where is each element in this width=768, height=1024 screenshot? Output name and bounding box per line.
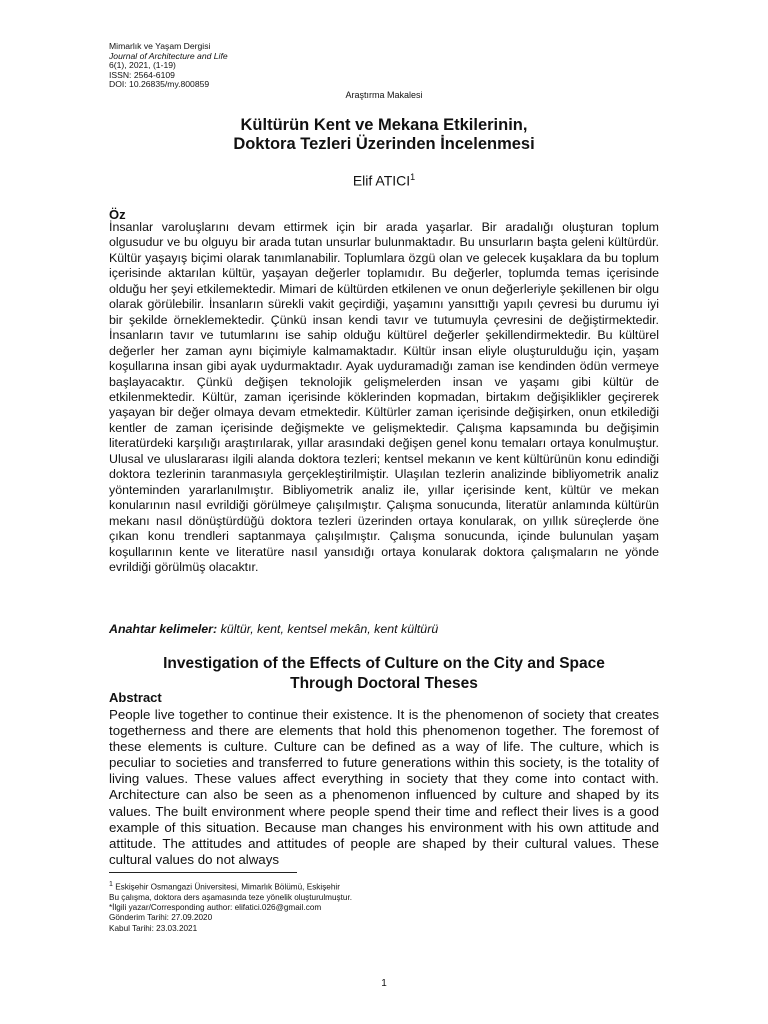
footnote-affiliation: Eskişehir Osmangazi Üniversitesi, Mimarlık Bölümü, Eskişehir (115, 882, 340, 892)
title-tr (0, 116, 768, 154)
footnote-divider (109, 872, 297, 873)
keywords (109, 622, 438, 636)
abstract-tr-heading: Öz (109, 207, 126, 222)
title-en (0, 654, 768, 693)
corresponding-author: *İlgili yazar/Corresponding author: elifatici.026@gmail.com (109, 903, 322, 913)
title-en-line2: Through Doctoral Theses (290, 674, 478, 692)
keywords-text: kültür, kent, kentsel mekân, kent kültürü (220, 622, 439, 636)
title-en-line1: Investigation of the Effects of Culture on the City and Space (163, 655, 605, 672)
journal-header (109, 42, 228, 90)
volume-info: 6(1), 2021, (1-19) (109, 60, 176, 71)
abstract-tr-text: İnsanlar varoluşlarını devam ettirmek için bir arada yaşarlar. Bir aradalığı oluşturan toplum olgusudur ve bu olguyu bir arada tutan unsurlar bulunmaktadır. Bu unsurların başta geleni kültürdür. Kültür yaşayış biçimi olarak tanımlanabilir. Toplumlara özgü olan ve gelecek kuşaklara da bu toplum içerisinde aktarılan kültür, yaşayan değerler toplamıdır. Bu değerler, toplumda temas içerisinde olduğu her şeyi etkilemektedir. Mimari de kültürden etkilenen ve onun değerleriyle şekillenen bir olgu olarak görülebilir. İnsanların sürekli vakit geçirdiği, yaşamını yansıttığı yapılı çevresi bu durumu iyi bir şekilde örneklemektedir. Çünkü insan kendi tavır ve tutumuyla çevresini de değiştirmektedir. İnsanların tavır ve tutumlarını ise sahip olduğu kültürel değerler şekillendirmektedir. Bu kültürel değerler her zaman aynı biçimiyle kalmamaktadır. Kültür insan eliyle oluşturulduğu için, yaşam koşullarına insan gibi ayak uydurmaktadır. Ayak uyduramadığı zaman ise kendinden ödün vermeye başlayacaktır. Çünkü değişen teknolojik gelişmelerden insan ve yaşamı gibi kültür de etkilenmektedir. Kültür, zaman içerisinde köklerinden kopmadan, birtakım değişiklikler geçirerek yaşayan bir değer olmaya devam etmektedir. Kültürler zaman içerisinde değişirken, onun etkilediği kentler de zaman içerisinde değişmekte ve gelişmektedir. Çalışma kapsamında bu değişimin literatürdeki karşılığı araştırılarak, yıllar arasındaki değişen genel konu temaları ortaya konulmuştur. Ulusal ve uluslararası ilgili alanda doktora tezleri; kentsel mekanın ve kent kültürünün konu edindiği doktora tezlerinin taranmasıyla gerçekleştirilmiştir. Ulaşılan tezlerin analizinde bibliyometrik analiz yönteminden yararlanılmıştır. Bibliyometrik analiz ile, yıllar içerisinde kent, kültür ve mekan konularının nasıl evrildiği görülmeye çalışılmıştır. Çalışma sonucunda, literatür anlamında kültürün mekanı nasıl dönüştürdüğü doktora tezleri üzerinden ortaya konularak, on yıllık süreçlerde öne çıkan konu trendleri saptanmaya çalışılmıştır. Çalışma sonucunda, içinde bulunulan yaşam koşullarının kente ve literatüre nasıl yansıdığı ortaya konularak doktora çalışmaların ne yönde evrildiği görülmüş olacaktır. (109, 220, 659, 574)
page-number: 1 (381, 978, 387, 989)
keywords-label: Anahtar kelimeler: (109, 622, 218, 636)
author-footnote-mark: 1 (410, 172, 416, 182)
footnotes (109, 880, 352, 934)
abstract-en-text: People live together to continue their existence. It is the phenomenon of society that creates togetherness and there are elements that hold this phenomenon together. The foremost of these elements is culture. Culture can be defined as a way of life. The culture, which is peculiar to societies and transferred to future generations within this society, is the totality of living values. These values affect everything in society that they come into contact with. Architecture can also be seen as a phenomenon influenced by culture and shaped by its values. The built environment where people spend their time and reflect their lives is a good example of this situation. Because man changes his environment with his own attitude and attitude. The attitudes and attitudes of people are shaped by their cultural values. These cultural values do not always (109, 707, 659, 867)
abstract-en-heading: Abstract (109, 690, 162, 705)
issn: ISSN: 2564-6109 (109, 69, 175, 80)
journal-name-en: Journal of Architecture and Life (109, 50, 228, 61)
journal-name-tr: Mimarlık ve Yaşam Dergisi (109, 41, 211, 51)
author-name: Elif ATICI (352, 172, 411, 189)
doi: DOI: 10.26835/my.800859 (109, 79, 210, 90)
footnote-mark: 1 (109, 881, 113, 888)
title-tr-line2: Doktora Tezleri Üzerinden İncelenmesi (233, 135, 535, 153)
accepted-date: Kabul Tarihi: 23.03.2021 (109, 923, 198, 933)
article-type: Araştırma Makalesi (345, 90, 423, 100)
footnote-note: Bu çalışma, doktora ders aşamasında teze yönelik oluşturulmuştur. (109, 892, 353, 902)
title-tr-line1: Kültürün Kent ve Mekana Etkilerinin, (240, 116, 528, 134)
author (0, 172, 768, 189)
sent-date: Gönderim Tarihi: 27.09.2020 (109, 913, 213, 923)
